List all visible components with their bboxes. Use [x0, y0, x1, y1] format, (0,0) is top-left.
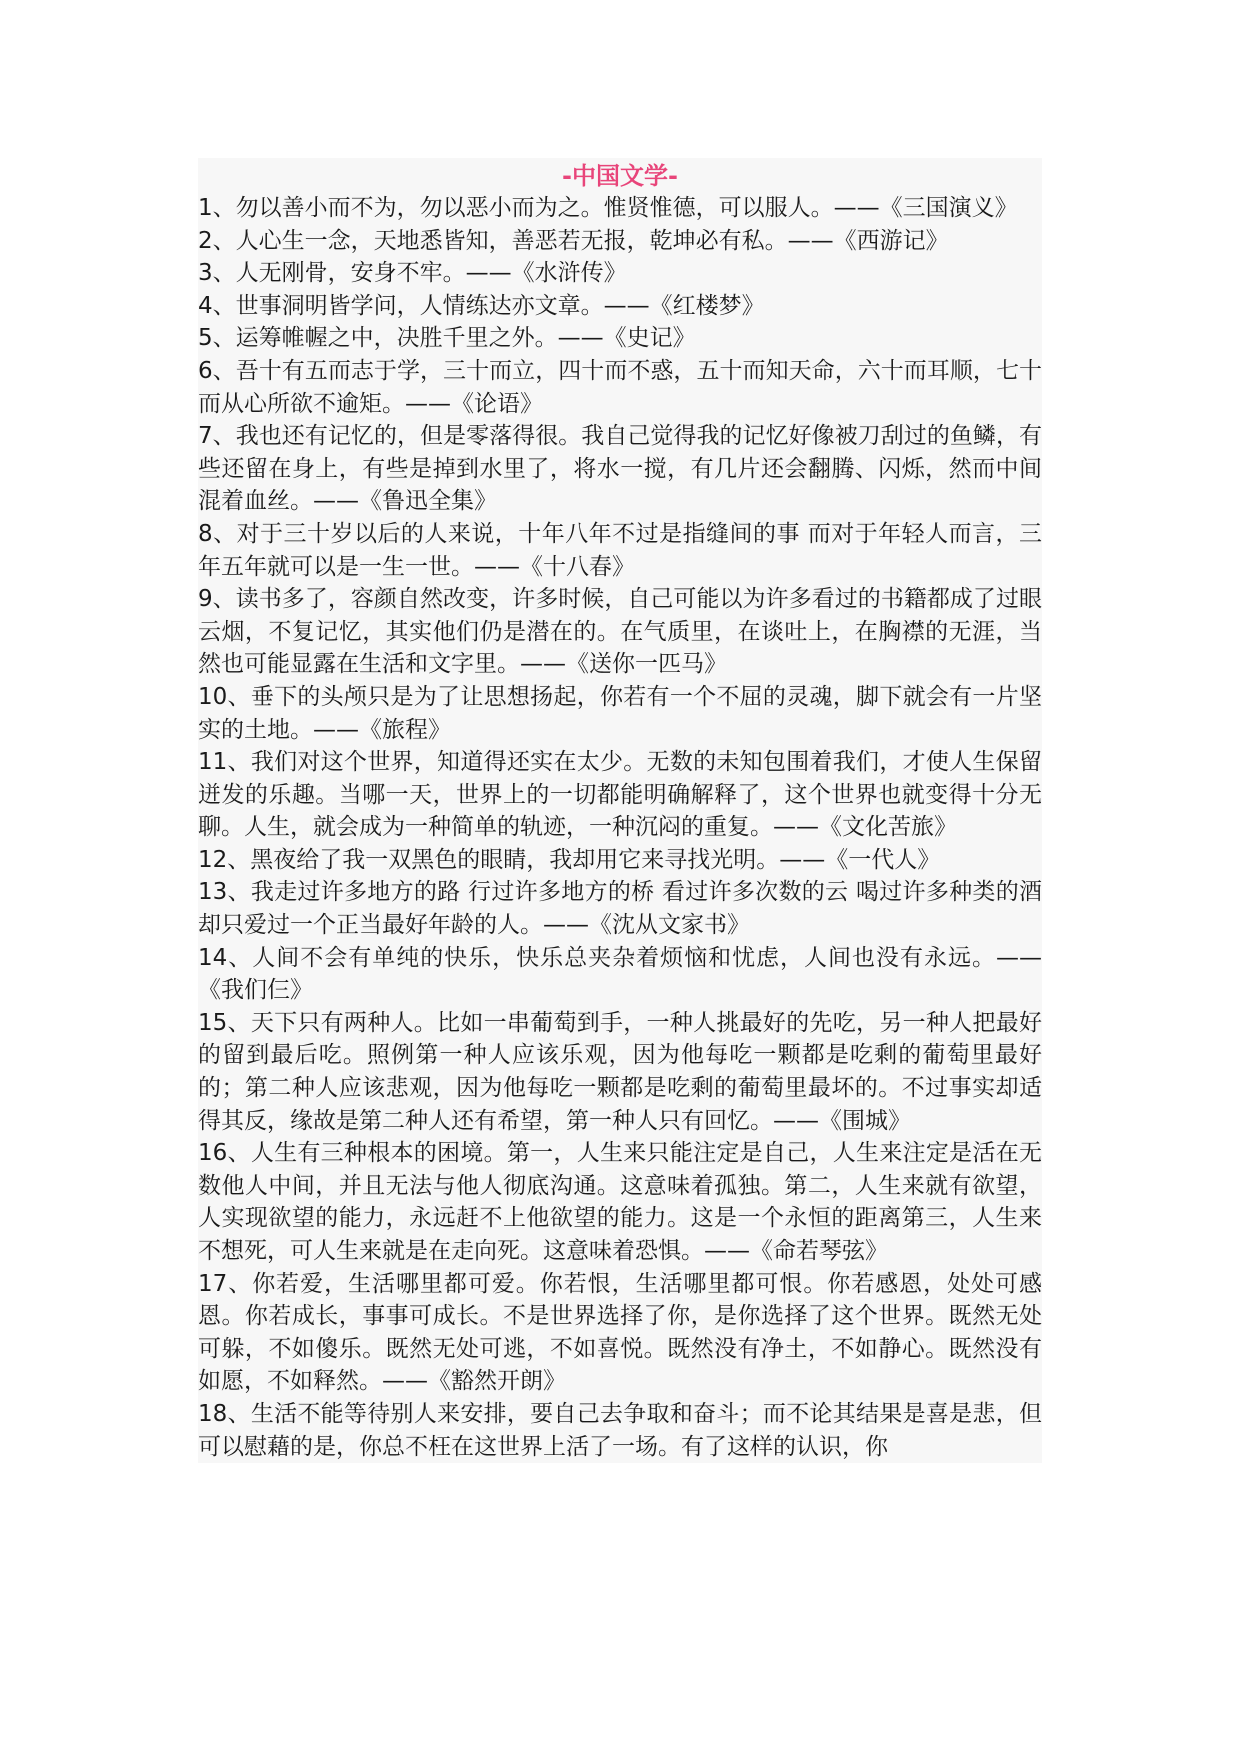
- quote-entry-15: 15、天下只有两种人。比如一串葡萄到手，一种人挑最好的先吃，另一种人把最好的留到最后吃。照例第一种人应该乐观，因为他每吃一颗都是吃剩的葡萄里最好的；第二种人应该悲观，因为他每吃一颗都是吃剩的葡萄里最坏的。不过事实却适得其反，缘故是第二种人还有希望，第一种人只有回忆。——《围城》: [198, 1009, 1042, 1134]
- quote-entry-17: 17、你若爱，生活哪里都可爱。你若恨，生活哪里都可恨。你若感恩，处处可感恩。你若成长，事事可成长。不是世界选择了你，是你选择了这个世界。既然无处可躲，不如傻乐。既然无处可逃，不如喜悦。既然没有净土，不如静心。既然没有如愿，不如释然。——《豁然开朗》: [198, 1270, 1042, 1395]
- quote-entry-11: 11、我们对这个世界，知道得还实在太少。无数的未知包围着我们，才使人生保留迸发的乐趣。当哪一天，世界上的一切都能明确解释了，这个世界也就变得十分无聊。人生，就会成为一种简单的轨迹，一种沉闷的重复。——《文化苦旅》: [198, 749, 1042, 841]
- quote-entry-5: 5、运筹帷幄之中，决胜千里之外。——《史记》: [198, 325, 696, 352]
- quote-entry-13: 13、我走过许多地方的路 行过许多地方的桥 看过许多次数的云 喝过许多种类的酒 却只爱过一个正当最好年龄的人。——《沈从文家书》: [198, 879, 1042, 939]
- quote-entry-7: 7、我也还有记忆的，但是零落得很。我自己觉得我的记忆好像被刀刮过的鱼鳞，有些还留在身上，有些是掉到水里了，将水一搅，有几片还会翻腾、闪烁，然而中间混着血丝。——《鲁迅全集》: [198, 423, 1042, 515]
- document-title: -中国文学-: [562, 162, 678, 190]
- document-body: [198, 158, 1042, 1463]
- quote-entry-14: 14、人间不会有单纯的快乐，快乐总夹杂着烦恼和忧虑，人间也没有永远。——《我们仨》: [198, 944, 1042, 1004]
- quote-entry-8: 8、对于三十岁以后的人来说，十年八年不过是指缝间的事 而对于年轻人而言，三年五年就可以是一生一世。——《十八春》: [198, 520, 1042, 580]
- quote-entry-4: 4、世事洞明皆学问，人情练达亦文章。——《红楼梦》: [198, 292, 765, 319]
- quote-entry-2: 2、人心生一念，天地悉皆知，善恶若无报，乾坤必有私。——《西游记》: [198, 227, 949, 254]
- quote-entry-10: 10、垂下的头颅只是为了让思想扬起，你若有一个不屈的灵魂，脚下就会有一片坚实的土地。——《旅程》: [198, 683, 1042, 743]
- quote-entry-12: 12、黑夜给了我一双黑色的眼睛，我却用它来寻找光明。——《一代人》: [198, 846, 941, 873]
- quote-entry-16: 16、人生有三种根本的困境。第一，人生来只能注定是自己，人生来注定是活在无数他人中间，并且无法与他人彻底沟通。这意味着孤独。第二，人生来就有欲望，人实现欲望的能力，永远赶不上他欲望的能力。这是一个永恒的距离第三，人生来不想死，可人生来就是在走向死。这意味着恐惧。——《命若琴弦》: [198, 1140, 1042, 1264]
- quote-entry-9: 9、读书多了，容颜自然改变，许多时候，自己可能以为许多看过的书籍都成了过眼云烟，不复记忆，其实他们仍是潜在的。在气质里，在谈吐上，在胸襟的无涯，当然也可能显露在生活和文字里。——《送你一匹马》: [198, 586, 1042, 678]
- quote-entry-3: 3、人无刚骨，安身不牢。——《水浒传》: [198, 260, 627, 287]
- quote-entry-1: 1、勿以善小而不为，勿以恶小而为之。惟贤惟德，可以服人。——《三国演义》: [198, 195, 1018, 221]
- quote-entry-6: 6、吾十有五而志于学，三十而立，四十而不惑，五十而知天命，六十而耳顺，七十而从心所欲不逾矩。——《论语》: [198, 357, 1042, 417]
- quote-entry-18: 18、生活不能等待别人来安排，要自己去争取和奋斗；而不论其结果是喜是悲，但可以慰藉的是，你总不枉在这世界上活了一场。有了这样的认识，你: [198, 1400, 1042, 1460]
